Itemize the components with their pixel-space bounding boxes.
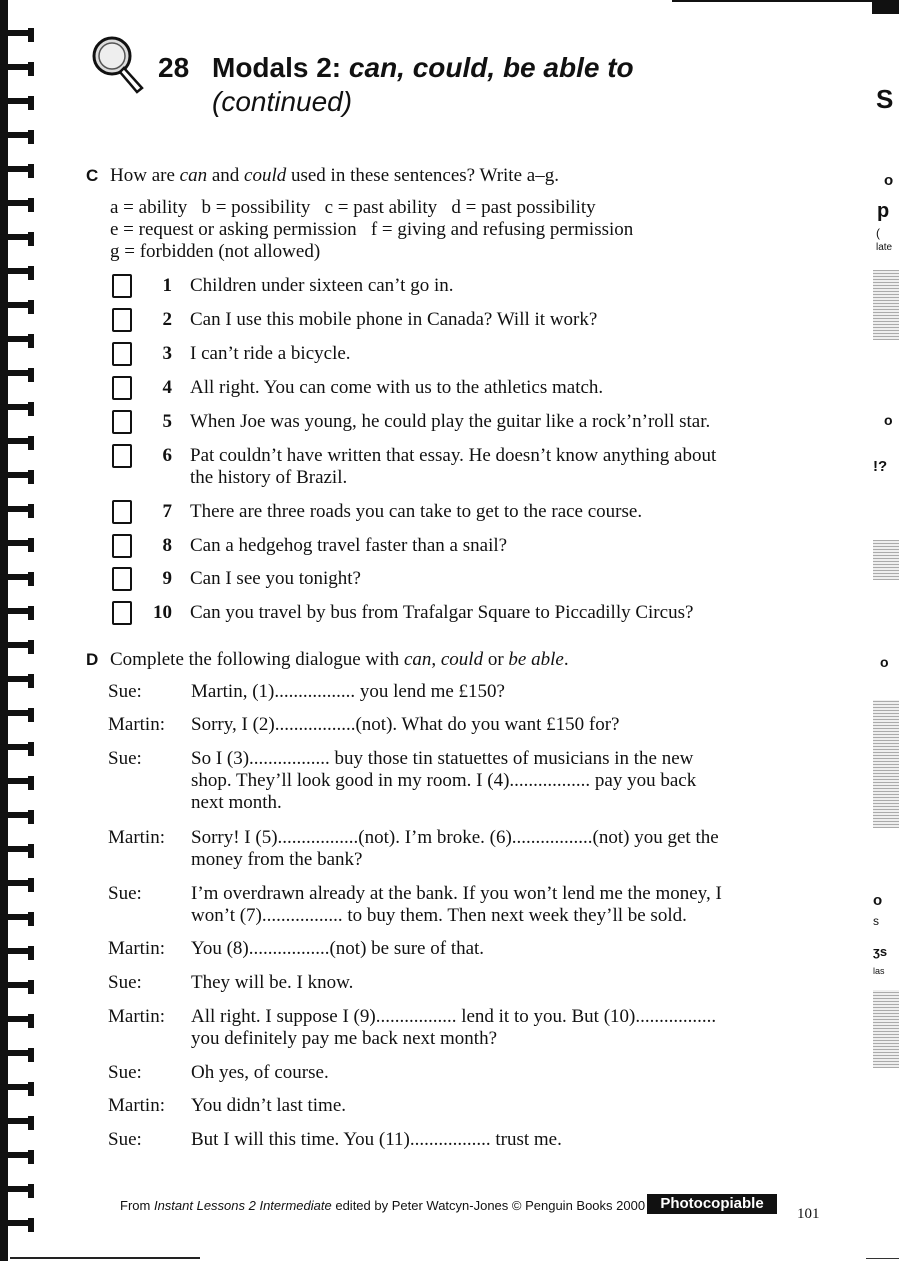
margin-fragment: o [884,172,894,189]
footer-rest: edited by Peter Watcyn-Jones © Penguin Books 2000 [331,1198,646,1213]
margin-fragment: o [880,654,889,670]
speech-text [191,827,791,871]
unit-number: 28 [158,52,190,83]
item-sentence-line: the history of Brazil. [190,467,348,488]
instr-post: used in these sentences? Write a–g. [286,165,559,186]
footer-from: From [120,1198,154,1213]
title-italic: can, could, be able to [348,52,634,83]
margin-fragment: S [876,84,894,114]
item-sentence-line: Can you travel by bus from Trafalgar Square to Piccadilly Circus? [190,602,694,623]
speech-line: Oh yes, of course. [191,1062,329,1083]
binding-ring [0,28,36,42]
binding-ring [0,538,36,552]
item-number: 1 [162,275,172,296]
binding-ring [0,504,36,518]
photocopiable-badge: Photocopiable [647,1194,777,1214]
speaker-name: Martin: [108,1006,165,1027]
speaker-name: Sue: [108,1062,142,1083]
item-sentence [190,411,710,433]
speaker-name: Martin: [108,827,165,848]
section-c-letter: C [86,166,99,185]
title-main: Modals 2: [212,52,349,83]
answer-key-line-3: g = forbidden (not allowed) [110,241,321,262]
binding-ring [0,130,36,144]
speech-line: They will be. I know. [191,972,354,993]
binding-ring [0,946,36,960]
d-instr-comma: , [431,649,441,670]
item-number: 7 [162,501,172,522]
item-sentence-line: Pat couldn’t have written that essay. He doesn’t know anything about [190,445,717,466]
binding-ring [0,776,36,790]
speech-text [191,883,791,927]
item-number: 4 [162,377,172,398]
spiral-binding [0,0,40,1261]
binding-ring [0,470,36,484]
item-sentence-line: Children under sixteen can’t go in. [190,275,454,296]
item-sentence [190,309,597,331]
item-sentence-line: There are three roads you can take to get to the race course. [190,501,643,522]
instr-can: can [179,165,208,186]
speech-line: All right. I suppose I (9)................. lend it to you. But (10)................. [191,1006,717,1027]
answer-box[interactable] [112,500,132,524]
speech-line: won’t (7)................. to buy them. Then next week they’ll be sold. [191,905,687,926]
answer-key-line-2: e = request or asking permission f = giving and refusing permission [110,219,634,240]
d-instr-end: . [563,649,569,670]
binding-ring [0,980,36,994]
page-number: 101 [797,1206,820,1222]
footer-book: Instant Lessons 2 Intermediate [153,1198,332,1213]
speech-text [191,1006,791,1050]
speech-text [191,1095,791,1117]
binding-ring [0,1014,36,1028]
binding-ring [0,708,36,722]
speaker-name: Martin: [108,1095,165,1116]
speaker-name: Martin: [108,938,165,959]
item-sentence [190,535,507,557]
margin-fragment: o [873,892,883,909]
speech-line: Sorry, I (2).................(not). What do you want £150 for? [191,714,620,735]
d-instr-be-able: be able [508,649,564,670]
binding-ring [0,640,36,654]
item-number: 8 [162,535,172,556]
section-c-instruction [110,165,559,187]
binding-ring [0,606,36,620]
answer-box[interactable] [112,376,132,400]
binding-ring [0,436,36,450]
speech-line: money from the bank? [191,849,363,870]
item-sentence-line: When Joe was young, he could play the guitar like a rock’n’roll star. [190,411,711,432]
page-title [212,52,634,84]
speaker-name: Sue: [108,1129,142,1150]
instr-pre: How are [110,165,180,186]
page-subtitle: (continued) [212,86,353,117]
binding-ring [0,878,36,892]
speech-text [191,972,791,994]
speech-line: shop. They’ll look good in my room. I (4)................. pay you back [191,770,697,791]
speech-text [191,748,791,814]
d-instr-can: can [403,649,432,670]
bottom-edge-rule-right [866,1258,899,1259]
item-number: 5 [162,411,172,432]
binding-ring [0,810,36,824]
item-sentence-line: Can a hedgehog travel faster than a snail? [190,535,508,556]
speech-line: Martin, (1)................. you lend me £150? [191,681,505,702]
margin-shade-1 [873,270,899,340]
binding-ring [0,334,36,348]
answer-box[interactable] [112,567,132,591]
binding-ring [0,96,36,110]
speaker-name: Sue: [108,681,142,702]
speech-line: next month. [191,792,282,813]
binding-ring [0,572,36,586]
binding-ring [0,164,36,178]
binding-ring [0,742,36,756]
item-sentence-line: All right. You can come with us to the athletics match. [190,377,604,398]
speech-line: Sorry! I (5).................(not). I’m broke. (6).................(not) you get the [191,827,719,848]
speech-text [191,938,791,960]
answer-box[interactable] [112,444,132,468]
speech-text [191,1129,791,1151]
binding-ring [0,266,36,280]
answer-key-line-1: a = ability b = possibility c = past ability d = past possibility [110,197,596,218]
binding-ring [0,198,36,212]
item-number: 10 [153,602,172,623]
speech-line: you definitely pay me back next month? [191,1028,498,1049]
margin-fragment: ʒs [873,944,888,959]
binding-ring [0,1116,36,1130]
answer-box[interactable] [112,601,132,625]
item-number: 2 [162,309,172,330]
binding-ring [0,1184,36,1198]
speech-line: You (8).................(not) be sure of that. [191,938,485,959]
item-sentence [190,445,716,489]
speech-line: You didn’t last time. [191,1095,347,1116]
binding-ring [0,1082,36,1096]
answer-box[interactable] [112,274,132,298]
item-sentence-line: Can I see you tonight? [190,568,361,589]
binding-ring [0,62,36,76]
binding-ring [0,1218,36,1232]
item-number: 6 [162,445,172,466]
item-sentence-line: Can I use this mobile phone in Canada? Will it work? [190,309,598,330]
bottom-edge-rule [10,1257,200,1259]
binding-ring [0,232,36,246]
section-d-letter: D [86,650,99,669]
answer-box[interactable] [112,534,132,558]
margin-shade-4 [873,990,899,1068]
section-d-instruction [110,649,569,671]
speech-line: But I will this time. You (11)................. trust me. [191,1129,562,1150]
top-edge-rule [672,0,899,2]
item-sentence-line: I can’t ride a bicycle. [190,343,351,364]
binding-ring [0,844,36,858]
binding-ring [0,674,36,688]
item-sentence [190,602,693,624]
speech-text [191,714,791,736]
binding-ring [0,368,36,382]
margin-fragment: p [877,200,890,222]
binding-ring [0,300,36,314]
instr-and: and [207,165,245,186]
magnifying-glass-icon [86,34,150,98]
item-sentence [190,568,361,590]
speaker-name: Sue: [108,883,142,904]
answer-box[interactable] [112,410,132,434]
margin-shade-3 [873,700,899,828]
speech-text [191,1062,791,1084]
margin-shade-2 [873,540,899,580]
margin-fragment: ( [876,226,880,240]
speaker-name: Martin: [108,714,165,735]
margin-fragment: las [873,966,885,976]
item-sentence [190,501,642,523]
top-corner-mark [872,0,899,14]
binding-ring [0,1048,36,1062]
speaker-name: Sue: [108,748,142,769]
d-instr-pre: Complete the following dialogue with [110,649,404,670]
answer-box[interactable] [112,342,132,366]
binding-ring [0,402,36,416]
speech-line: I’m overdrawn already at the bank. If you won’t lend me the money, I [191,883,722,904]
item-sentence [190,275,453,297]
item-sentence [190,377,603,399]
binding-ring [0,912,36,926]
d-instr-could: could [440,649,484,670]
margin-fragment: !? [873,458,888,475]
item-number: 9 [162,568,172,589]
d-instr-or: or [483,649,509,670]
speech-line: So I (3)................. buy those tin statuettes of musicians in the new [191,748,694,769]
margin-fragment: s [873,914,879,928]
footer-credit [120,1198,645,1213]
instr-could: could [244,165,287,186]
item-sentence [190,343,351,365]
answer-box[interactable] [112,308,132,332]
margin-fragment: o [884,412,893,428]
speech-text [191,681,791,703]
binding-spine [0,0,8,1261]
margin-fragment: late [876,242,893,253]
binding-ring [0,1150,36,1164]
item-number: 3 [162,343,172,364]
speaker-name: Sue: [108,972,142,993]
